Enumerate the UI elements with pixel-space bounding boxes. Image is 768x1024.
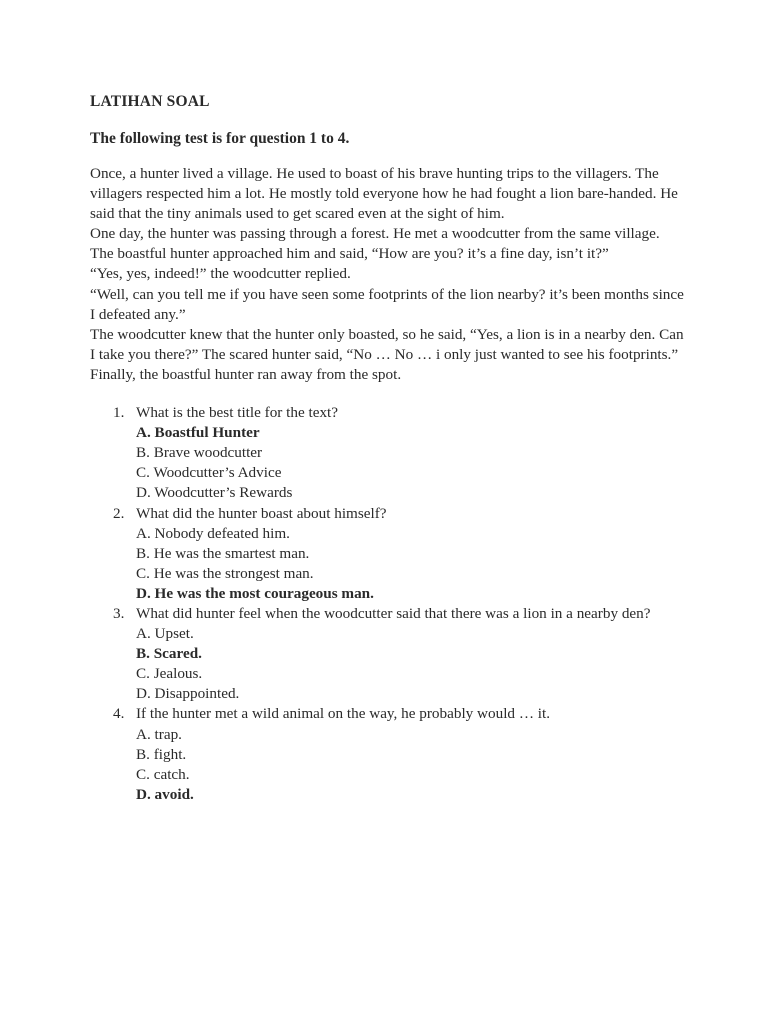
option-answer: B. Scared. <box>136 645 202 663</box>
document-title: LATIHAN SOAL <box>90 93 210 110</box>
question-number: 4. <box>113 705 125 723</box>
story-paragraph: The boastful hunter approached him and said, “How are you? it’s a fine day, isn’t it?” <box>90 245 609 263</box>
option-list <box>136 423 690 503</box>
question-text: If the hunter met a wild animal on the way, he probably would … it. <box>136 705 551 723</box>
story-paragraph: Finally, the boastful hunter ran away from the spot. <box>90 365 402 383</box>
question-4 <box>90 704 690 804</box>
story-paragraph: “Yes, yes, indeed!” the woodcutter replied. <box>90 265 351 283</box>
option: C. Woodcutter’s Advice <box>136 464 282 482</box>
question-number: 3. <box>113 604 125 622</box>
question-text: What did the hunter boast about himself? <box>136 504 387 522</box>
option-list <box>136 524 690 604</box>
story-paragraph: “Well, can you tell me if you have seen some footprints of the lion nearby? it’s been months since I defeated any.” <box>90 285 684 323</box>
option-list <box>136 725 690 805</box>
option: C. He was the strongest man. <box>136 564 314 582</box>
option: A. Nobody defeated him. <box>136 524 290 542</box>
option: B. Brave woodcutter <box>136 444 263 462</box>
story-paragraph: The woodcutter knew that the hunter only boasted, so he said, “Yes, a lion is in a nearby den. Can I take you there?” The scared hunter said, “No … No … i only just wanted to see his footprints.” <box>90 325 684 363</box>
option-answer: D. avoid. <box>136 785 194 803</box>
option: A. Upset. <box>136 625 194 643</box>
story-text <box>90 164 690 385</box>
option-answer: D. He was the most courageous man. <box>136 584 374 602</box>
option: C. catch. <box>136 765 190 783</box>
option-list <box>136 624 690 704</box>
question-text: What is the best title for the text? <box>136 404 339 422</box>
question-1 <box>90 403 690 503</box>
option: D. Woodcutter’s Rewards <box>136 484 293 502</box>
option-answer: A. Boastful Hunter <box>136 424 260 442</box>
option: C. Jealous. <box>136 665 203 683</box>
question-number: 1. <box>113 404 125 422</box>
question-list <box>90 403 690 805</box>
document-subtitle: The following test is for question 1 to 4. <box>90 130 350 147</box>
question-number: 2. <box>113 504 125 522</box>
question-2 <box>90 504 690 604</box>
document-page <box>90 92 690 805</box>
question-3 <box>90 604 690 704</box>
option: B. fight. <box>136 745 187 763</box>
story-paragraph: Once, a hunter lived a village. He used to boast of his brave hunting trips to the villagers. The villagers respected him a lot. He mostly told everyone how he had fought a lion bare-handed. He said that the tiny animals used to get scared even at the sight of him. <box>90 165 678 223</box>
question-text: What did hunter feel when the woodcutter said that there was a lion in a nearby den? <box>136 604 651 622</box>
option: A. trap. <box>136 725 182 743</box>
option: D. Disappointed. <box>136 685 240 703</box>
story-paragraph: One day, the hunter was passing through a forest. He met a woodcutter from the same village. <box>90 225 660 243</box>
option: B. He was the smartest man. <box>136 544 310 562</box>
